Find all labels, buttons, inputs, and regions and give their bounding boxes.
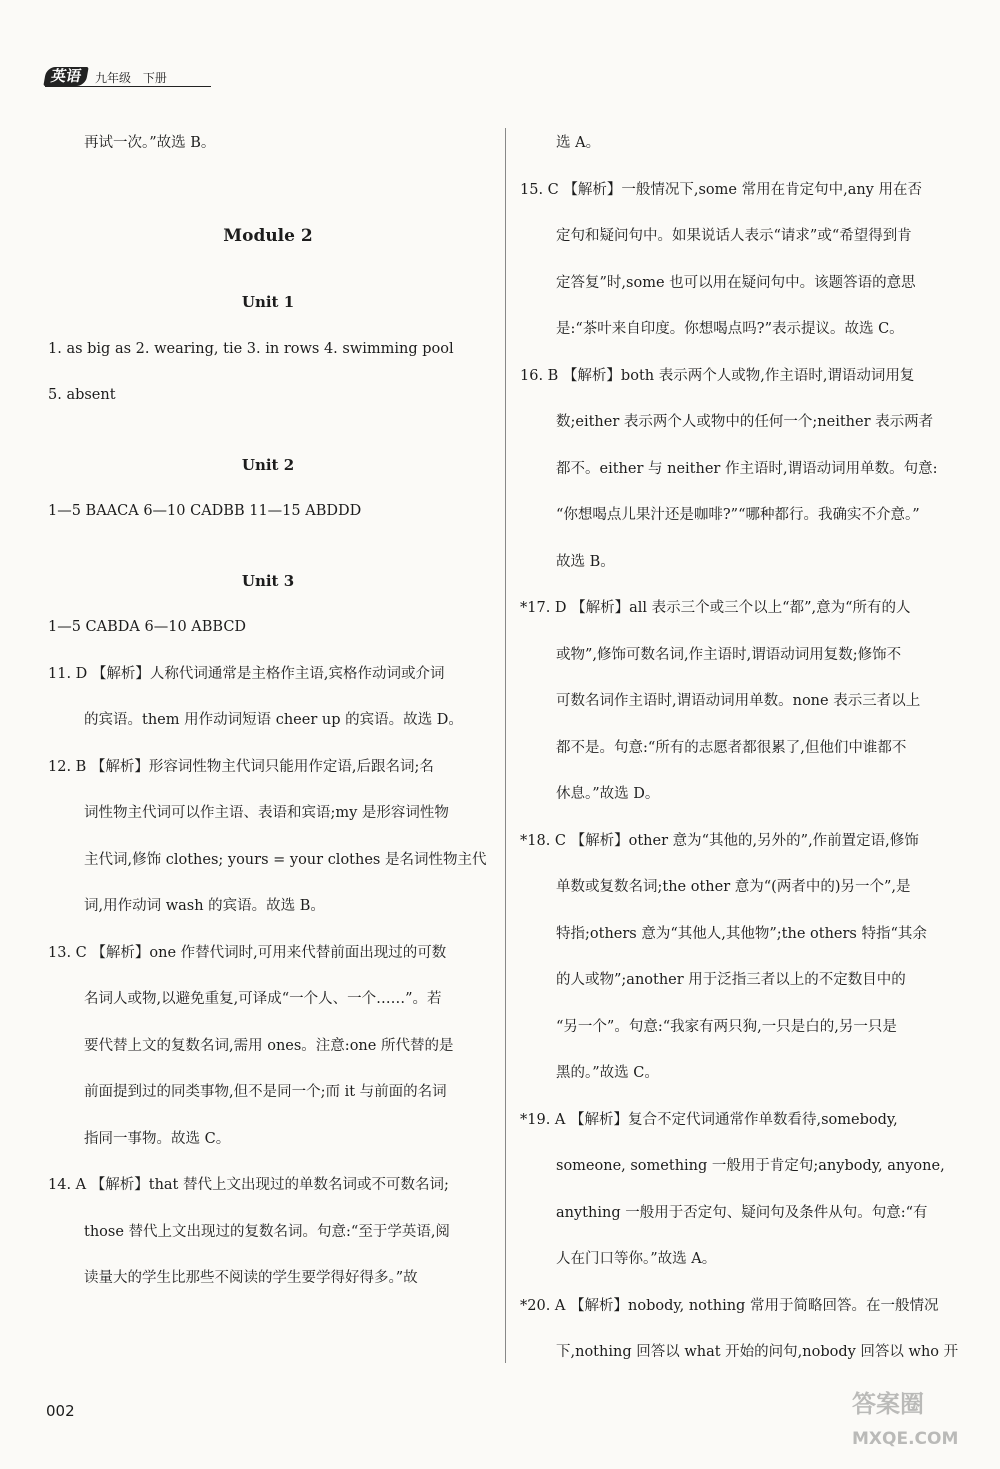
continued-text-right: 选 A。 [556,135,601,151]
left-column [48,120,488,1302]
column-divider [505,128,506,1363]
answer-14: 14. A 【解析】that 替代上文出现过的单数名词或不可数名词; those 替代上文出现过的复数名词。句意:“至于学英语,阅 读量大的学生比那些不阅读的学生要学得好得多。”故 [48,1177,450,1286]
subject-badge: 英语 [43,67,88,86]
right-column [520,120,965,1376]
answer-13: 13. C 【解析】one 作替代词时,可用来代替前面出现过的可数 名词人或物,以避免重复,可译成“一个人、一个……”。若 要代替上文的复数名词,需用 ones。注意:one 所代替的是 前面提到过的同类事物,但不是同一个;而 it 与前面的名词 指同一事物。故选 C。 [48,944,454,1147]
answer-11: 11. D 【解析】人称代词通常是主格作主语,宾格作动词或介词 的宾语。them 用作动词短语 cheer up 的宾语。故选 D。 [48,665,463,728]
header-volume: 下册 [142,71,167,85]
answer-19: *19. A 【解析】复合不定代词通常作单数看待,somebody, someone, something 一般用于肯定句;anybody, anyone, anything 一般用于否定句、疑问句及条件从句。句意:“有 人在门口等你。”故选 A。 [520,1111,945,1267]
watermark-main: 答案圈 [852,1390,924,1418]
watermark-sub: MXQE.COM [852,1429,959,1449]
answer-18: *18. C 【解析】other 意为“其他的,另外的”,作前置定语,修饰 单数或复数名词;the other 意为“(两者中的)另一个”,是 特指;others 意为“其他人,其他物”;the others 特指“其余 的人或物”;another 用于泛指三者以上的不定数目中的 “另一个”。句意:“我家有两只狗,一只是白的,另一只是 黑的。”故选 C。 [520,832,927,1081]
header-grade: 九年级 [95,71,132,85]
answer-20: *20. A 【解析】nobody, nothing 常用于简略回答。在一般情况 下,nothing 回答以 what 开始的问句,nobody 回答以 who 开 [520,1297,959,1360]
page-header [45,66,175,86]
unit2-title: Unit 2 [241,455,295,474]
continued-text: 再试一次。”故选 B。 [84,135,216,151]
unit3-title: Unit 3 [241,571,295,590]
header-grade-info [95,70,175,86]
header-underline [45,86,211,87]
answer-16: 16. B 【解析】both 表示两个人或物,作主语时,谓语动词用复 数;either 表示两个人或物中的任何一个;neither 表示两者 都不。either 与 neither 作主语时,谓语动词用单数。句意: “你想喝点儿果汁还是咖啡?”“哪种都行。我确实不介意。” 故选 B。 [520,367,938,570]
unit1-answers-line1: 1. as big as 2. wearing, tie 3. in rows 4. swimming pool [48,340,454,357]
answer-17: *17. D 【解析】all 表示三个或三个以上“都”,意为“所有的人 或物”,修饰可数名词,作主语时,谓语动词用复数;修饰不 可数名词作主语时,谓语动词用单数。none 表示三者以上 都不是。句意:“所有的志愿者都很累了,但他们中谁都不 休息。”故选 D。 [520,600,921,802]
watermark-logo [848,1368,978,1458]
unit1-title: Unit 1 [241,293,295,311]
module-title: Module 2 [223,225,313,246]
answer-12: 12. B 【解析】形容词性物主代词只能用作定语,后跟名词;名 词性物主代词可以作主语、表语和宾语;my 是形容词性物 主代词,修饰 clothes; yours = your clothes 是名词性物主代 词,用作动词 wash 的宾语。故选 B。 [48,758,487,914]
page-number: 002 [46,1402,75,1420]
answer-15: 15. C 【解析】一般情况下,some 常用在肯定句中,any 用在否 定句和疑问句中。如果说话人表示“请求”或“希望得到肯 定答复”时,some 也可以用在疑问句中。该题答语的意思 是:“茶叶来自印度。你想喝点吗?”表示提议。故选 C。 [520,181,922,337]
unit3-answers: 1—5 CABDA 6—10 ABBCD [48,619,247,635]
unit2-answers: 1—5 BAACA 6—10 CADBB 11—15 ABDDD [48,503,362,519]
unit1-answers-line2: 5. absent [48,387,116,403]
